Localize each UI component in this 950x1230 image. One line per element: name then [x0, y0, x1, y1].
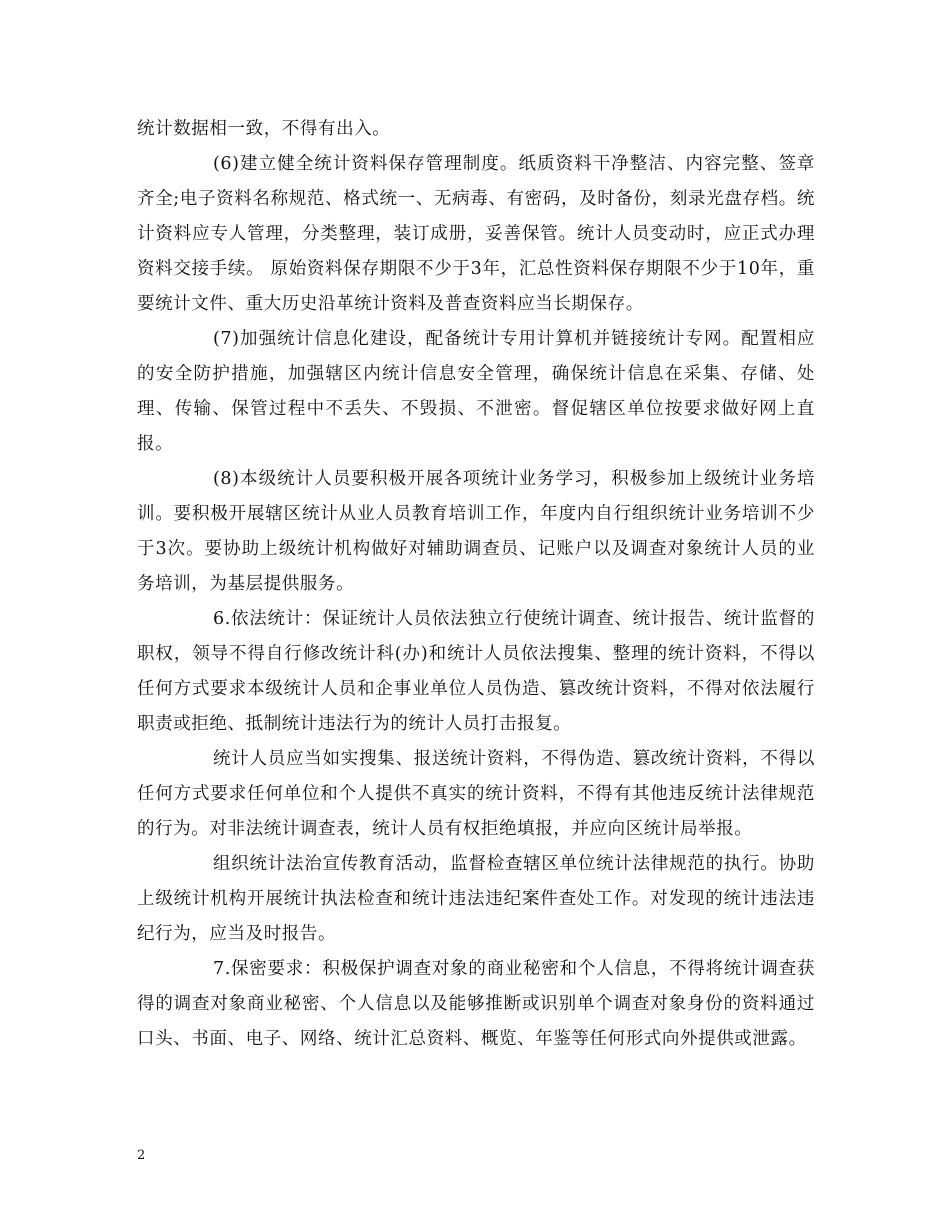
document-body: [137, 112, 815, 1057]
paragraph-item-6: (6)建立健全统计资料保存管理制度。纸质资料干净整洁、内容完整、签章齐全;电子资料名称规范、格式统一、无病毒、有密码，及时备份，刻录光盘存档。统计资料应专人管理，分类整理，装订成册，妥善保管。统计人员变动时，应正式办理资料交接手续。 原始资料保存期限不少于3年，汇总性资料保存期限不少于10年，重要统计文件、重大历史沿革统计资料及普查资料应当长期保存。: [137, 154, 815, 314]
paragraph-statistician-duties: 统计人员应当如实搜集、报送统计资料，不得伪造、篡改统计资料，不得以任何方式要求任何单位和个人提供不真实的统计资料，不得有其他违反统计法律规范的行为。对非法统计调查表，统计人员有权拒绝填报，并应向区统计局举报。: [137, 749, 815, 839]
page-number: 2: [137, 1148, 146, 1163]
paragraph-continuation: 统计数据相一致，不得有出入。: [137, 119, 391, 139]
paragraph-section-6: 6.依法统计：保证统计人员依法独立行使统计调查、统计报告、统计监督的职权，领导不得自行修改统计科(办)和统计人员依法搜集、整理的统计资料，不得以任何方式要求本级统计人员和企事业单位人员伪造、篡改统计资料，不得对依法履行职责或拒绝、抵制统计违法行为的统计人员打击报复。: [137, 609, 815, 734]
paragraph-legal-education: 组织统计法治宣传教育活动，监督检查辖区单位统计法律规范的执行。协助上级统计机构开展统计执法检查和统计违法违纪案件查处工作。对发现的统计违法违纪行为，应当及时报告。: [137, 854, 815, 944]
paragraph-item-7: (7)加强统计信息化建设，配备统计专用计算机并链接统计专网。配置相应的安全防护措施，加强辖区内统计信息安全管理，确保统计信息在采集、存储、处理、传输、保管过程中不丢失、不毁损、不泄密。督促辖区单位按要求做好网上直报。: [137, 329, 815, 454]
paragraph-section-7: 7.保密要求：积极保护调查对象的商业秘密和个人信息，不得将统计调查获得的调查对象商业秘密、个人信息以及能够推断或识别单个调查对象身份的资料通过口头、书面、电子、网络、统计汇总资料、概览、年鉴等任何形式向外提供或泄露。: [137, 959, 815, 1049]
paragraph-item-8: (8)本级统计人员要积极开展各项统计业务学习，积极参加上级统计业务培训。要积极开展辖区统计从业人员教育培训工作，年度内自行组织统计业务培训不少于3次。要协助上级统计机构做好对辅助调查员、记账户以及调查对象统计人员的业务培训，为基层提供服务。: [137, 469, 815, 594]
